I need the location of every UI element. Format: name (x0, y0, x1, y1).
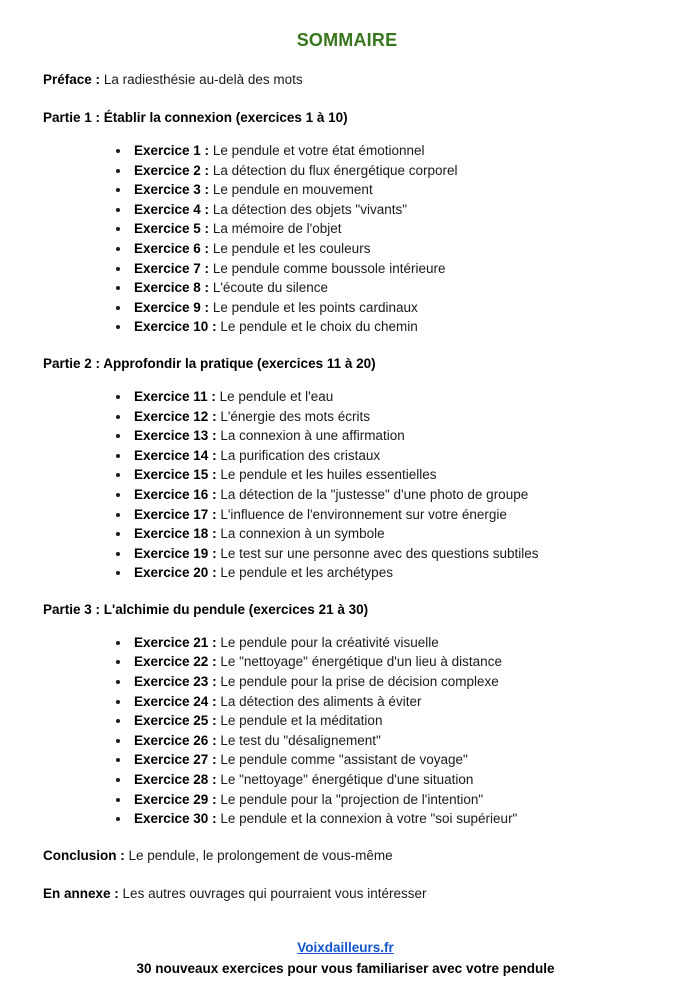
exercise-label: Exercice 15 : (134, 467, 217, 483)
annexe-label: En annexe : (43, 885, 119, 901)
exercise-title: Le "nettoyage" énergétique d'un lieu à distance (220, 654, 502, 670)
exercise-label: Exercice 12 : (134, 408, 217, 424)
exercise-title: Le pendule comme boussole intérieure (212, 260, 446, 276)
page-title: SOMMAIRE (296, 30, 398, 50)
exercise-title: Le test sur une personne avec des questions subtiles (220, 545, 539, 561)
exercise-label: Exercice 14 : (134, 447, 217, 463)
exercise-title: Le test du "désalignement" (220, 732, 381, 748)
exercise-item (131, 180, 651, 200)
exercise-title: Le pendule et l'eau (219, 388, 334, 404)
exercise-item (131, 446, 651, 466)
exercise-item (131, 426, 651, 446)
section-heading: Partie 2 : Approfondir la pratique (exercices 11 à 20) (43, 355, 376, 371)
exercise-label: Exercice 17 : (134, 506, 217, 522)
exercise-label: Exercice 9 : (134, 299, 210, 315)
exercise-label: Exercice 22 : (134, 654, 217, 670)
exercise-title: Le pendule et les archétypes (220, 565, 393, 581)
exercise-item (131, 465, 651, 485)
exercise-item (131, 672, 651, 692)
page-footer (0, 939, 691, 977)
exercise-item (131, 692, 651, 712)
exercise-title: La détection du flux énergétique corporel (212, 162, 458, 178)
exercise-title: Le pendule pour la prise de décision complexe (220, 674, 499, 690)
exercise-title: La détection des objets "vivants" (212, 201, 408, 217)
exercise-item (131, 200, 651, 220)
section-heading: Partie 3 : L'alchimie du pendule (exercices 21 à 30) (43, 601, 369, 617)
exercise-label: Exercice 24 : (134, 693, 217, 709)
exercise-title: Le pendule pour la "projection de l'intention" (220, 791, 484, 807)
footer-tagline: 30 nouveaux exercices pour vous familiariser avec votre pendule (136, 961, 555, 976)
exercise-item (131, 485, 651, 505)
exercise-label: Exercice 25 : (134, 713, 217, 729)
exercise-item (131, 298, 651, 318)
exercise-label: Exercice 4 : (134, 201, 210, 217)
exercise-title: Le pendule et votre état émotionnel (212, 143, 425, 158)
exercise-item (131, 652, 651, 672)
exercise-item (131, 219, 651, 239)
exercise-title: Le "nettoyage" énergétique d'une situation (220, 772, 474, 788)
exercise-title: Le pendule et la méditation (220, 713, 383, 729)
exercise-label: Exercice 21 : (134, 634, 217, 650)
exercise-label: Exercice 5 : (134, 221, 210, 237)
exercise-item (131, 711, 651, 731)
exercise-item (131, 790, 651, 810)
exercise-item (131, 770, 651, 790)
annexe-text: Les autres ouvrages qui pourraient vous intéresser (122, 885, 427, 901)
exercise-title: La détection des aliments à éviter (220, 693, 422, 709)
annexe-line (43, 885, 651, 902)
exercise-label: Exercice 26 : (134, 732, 217, 748)
exercise-label: Exercice 10 : (134, 319, 217, 335)
exercise-label: Exercice 23 : (134, 674, 217, 690)
exercise-item (131, 731, 651, 751)
exercise-item (131, 387, 651, 407)
preface-line (43, 71, 651, 88)
toc-sections (43, 109, 651, 829)
section-heading: Partie 1 : Établir la connexion (exercices 1 à 10) (43, 110, 348, 125)
exercise-item (131, 161, 651, 181)
exercise-title: La connexion à une affirmation (220, 428, 405, 444)
exercise-title: Le pendule et le choix du chemin (220, 319, 418, 335)
exercise-item (131, 544, 651, 564)
exercise-title: Le pendule pour la créativité visuelle (220, 634, 439, 650)
exercise-item (131, 239, 651, 259)
exercise-label: Exercice 30 : (134, 811, 217, 827)
exercise-item (131, 750, 651, 770)
exercise-label: Exercice 27 : (134, 752, 217, 768)
exercise-label: Exercice 28 : (134, 772, 217, 788)
exercise-item (131, 524, 651, 544)
exercise-label: Exercice 3 : (134, 182, 210, 198)
exercise-label: Exercice 19 : (134, 545, 217, 561)
exercise-label: Exercice 6 : (134, 240, 210, 256)
exercise-label: Exercice 8 : (134, 280, 210, 296)
exercise-title: La purification des cristaux (220, 447, 381, 463)
exercise-list (43, 633, 651, 829)
exercise-title: L'influence de l'environnement sur votre énergie (220, 506, 507, 522)
exercise-list (43, 141, 651, 337)
preface-text: La radiesthésie au-delà des mots (103, 72, 303, 87)
exercise-label: Exercice 1 : (134, 143, 210, 158)
exercise-item (131, 141, 651, 161)
site-link[interactable]: Voixdailleurs.fr (297, 940, 394, 955)
exercise-item (131, 809, 651, 829)
conclusion-label: Conclusion : (43, 847, 125, 863)
exercise-label: Exercice 20 : (134, 565, 217, 581)
exercise-label: Exercice 16 : (134, 486, 217, 502)
exercise-title: Le pendule en mouvement (212, 182, 373, 198)
exercise-title: Le pendule et la connexion à votre "soi supérieur" (220, 811, 518, 827)
exercise-label: Exercice 2 : (134, 162, 210, 178)
exercise-title: La mémoire de l'objet (212, 221, 342, 237)
exercise-item (131, 633, 651, 653)
exercise-title: L'énergie des mots écrits (220, 408, 370, 424)
exercise-title: Le pendule et les huiles essentielles (220, 467, 437, 483)
exercise-label: Exercice 18 : (134, 526, 217, 542)
exercise-label: Exercice 13 : (134, 428, 217, 444)
conclusion-text: Le pendule, le prolongement de vous-même (128, 847, 393, 863)
exercise-item (131, 278, 651, 298)
exercise-title: Le pendule et les points cardinaux (212, 299, 418, 315)
exercise-item (131, 259, 651, 279)
exercise-title: Le pendule comme "assistant de voyage" (220, 752, 468, 768)
exercise-item (131, 407, 651, 427)
exercise-title: La connexion à un symbole (220, 526, 385, 542)
exercise-item (131, 563, 651, 583)
exercise-title: La détection de la "justesse" d'une photo de groupe (220, 486, 529, 502)
conclusion-line (43, 847, 651, 864)
exercise-list (43, 387, 651, 583)
exercise-label: Exercice 29 : (134, 791, 217, 807)
exercise-item (131, 505, 651, 525)
exercise-label: Exercice 7 : (134, 260, 210, 276)
exercise-title: Le pendule et les couleurs (212, 240, 371, 256)
exercise-item (131, 317, 651, 337)
preface-label: Préface : (43, 72, 101, 87)
exercise-label: Exercice 11 : (134, 388, 216, 404)
exercise-title: L'écoute du silence (212, 280, 328, 296)
